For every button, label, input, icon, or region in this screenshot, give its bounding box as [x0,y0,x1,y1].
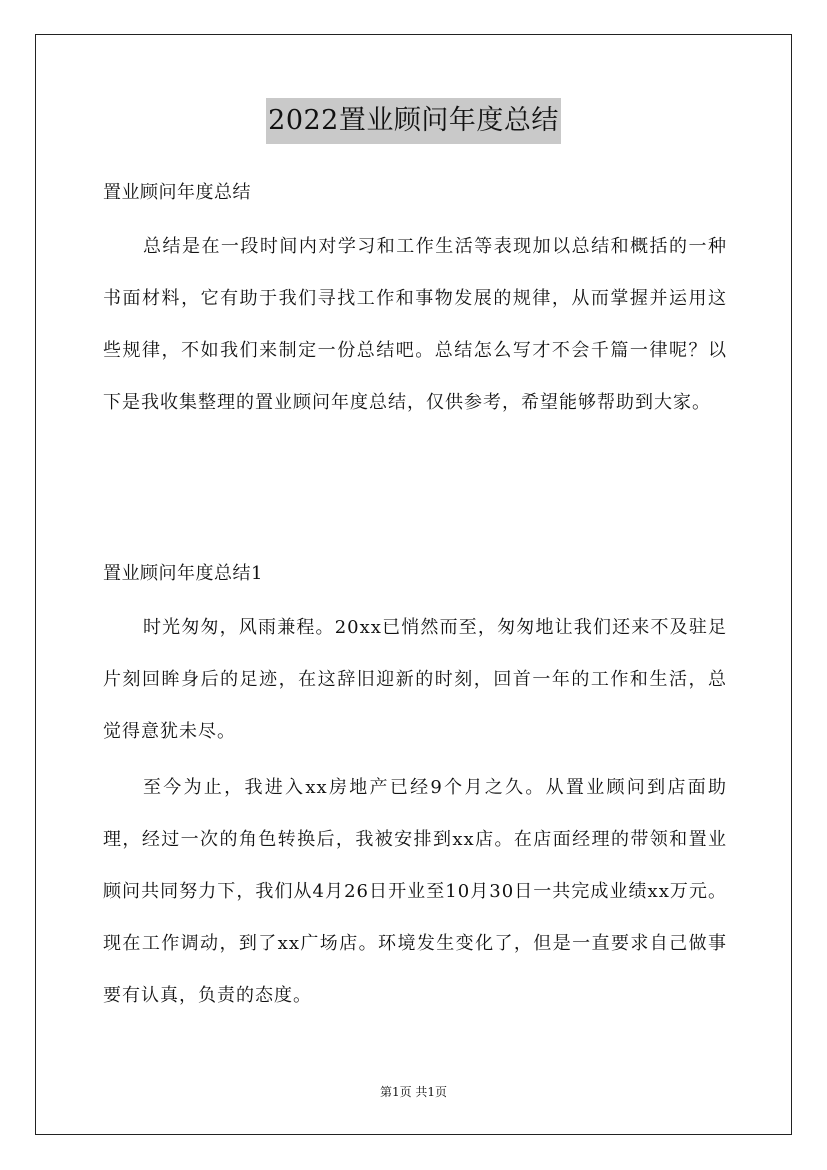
title-container [0,98,827,144]
body-paragraph-2: 至今为止，我进入xx房地产已经9个月之久。从置业顾问到店面助理，经过一次的角色转换后，我被安排到xx店。在店面经理的带领和置业顾问共同努力下，我们从4月26日开业至10月30日一共完成业绩xx万元。现在工作调动，到了xx广场店。环境发生变化了，但是一直要求自己做事要有认真，负责的态度。 [103,777,727,1006]
intro-paragraph: 总结是在一段时间内对学习和工作生活等表现加以总结和概括的一种书面材料，它有助于我们寻找工作和事物发展的规律，从而掌握并运用这些规律，不如我们来制定一份总结吧。总结怎么写才不会千篇一律呢？以下是我收集整理的置业顾问年度总结，仅供参考，希望能够帮助到大家。 [103,236,727,413]
section-heading: 置业顾问年度总结1 [103,563,263,584]
body-paragraph-1: 时光匆匆，风雨兼程。20xx已悄然而至，匆匆地让我们还来不及驻足片刻回眸身后的足迹，在这辞旧迎新的时刻，回首一年的工作和生活，总觉得意犹未尽。 [103,617,727,742]
document-subtitle: 置业顾问年度总结 [103,182,251,203]
document-title: 2022置业顾问年度总结 [266,98,561,144]
page-number: 第1页 共1页 [379,1085,448,1099]
